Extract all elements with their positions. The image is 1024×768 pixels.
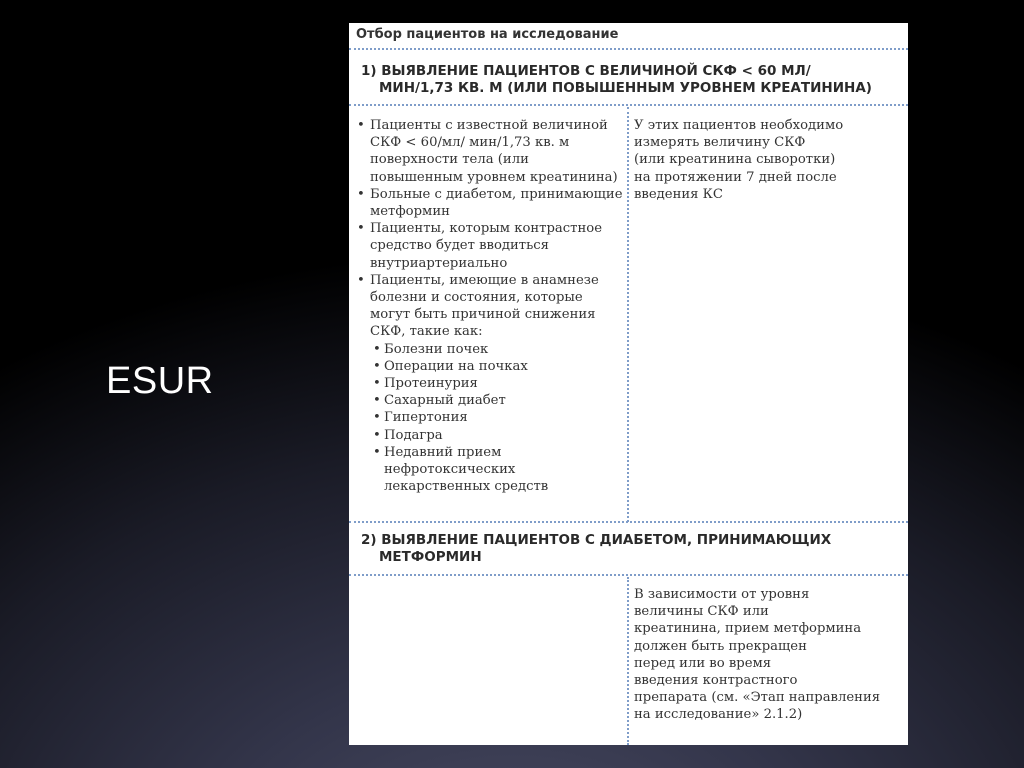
section-2-heading-line2: МЕТФОРМИН — [379, 549, 482, 565]
list-item: • Протеинурия — [372, 375, 624, 392]
document-title: Отбор пациентов на исследование — [356, 27, 619, 42]
section-2-right-column — [634, 586, 902, 724]
list-item: • Больные с диабетом, принимающие метформин — [356, 186, 624, 220]
list-item: • Операции на почках — [372, 358, 624, 375]
divider — [349, 104, 908, 106]
section-2-heading-line1: 2) ВЫЯВЛЕНИЕ ПАЦИЕНТОВ С ДИАБЕТОМ, ПРИНИМАЮЩИХ — [361, 532, 832, 548]
divider — [349, 574, 908, 576]
document-image — [349, 23, 908, 745]
conditions-list — [356, 341, 624, 496]
column-divider — [627, 577, 629, 745]
section-2-note: В зависимости от уровня величины СКФ или креатинина, прием метформина должен быть прекращен перед или во время введения контрастного препарата (см. «Этап направления на исследование» 2.1.2) — [634, 587, 881, 723]
list-item: • Подагра — [372, 427, 624, 444]
column-divider — [627, 107, 629, 522]
list-item: • Болезни почек — [372, 341, 624, 358]
slide-title: ESUR — [106, 360, 214, 402]
criteria-list — [356, 117, 624, 341]
section-2-heading — [361, 532, 901, 566]
list-item: • Пациенты с известной величиной СКФ < 60/мл/ мин/1,73 кв. м поверхности тела (или повышенным уровнем креатинина) — [356, 117, 624, 186]
section-1-heading — [361, 63, 901, 97]
section-1-left-column — [356, 117, 624, 495]
list-item: • Пациенты, имеющие в анамнезе болезни и состояния, которые могут быть причиной снижения СКФ, такие как: — [356, 272, 624, 341]
list-item: • Недавний прием нефротоксических лекарственных средств — [372, 444, 554, 496]
list-item: • Гипертония — [372, 409, 624, 426]
list-item: • Сахарный диабет — [372, 392, 624, 409]
divider — [349, 48, 908, 50]
section-1-right-column — [634, 117, 902, 203]
section-1-note: У этих пациентов необходимо измерять величину СКФ (или креатинина сыворотки) на протяжении 7 дней после введения КС — [634, 118, 844, 202]
list-item: • Пациенты, которым контрастное средство будет вводиться внутриартериально — [356, 220, 624, 272]
section-1-heading-line2: МИН/1,73 КВ. М (ИЛИ ПОВЫШЕННЫМ УРОВНЕМ КРЕАТИНИНА) — [379, 80, 872, 96]
section-1-heading-line1: 1) ВЫЯВЛЕНИЕ ПАЦИЕНТОВ С ВЕЛИЧИНОЙ СКФ < 60 МЛ/ — [361, 63, 811, 79]
divider — [349, 521, 908, 523]
